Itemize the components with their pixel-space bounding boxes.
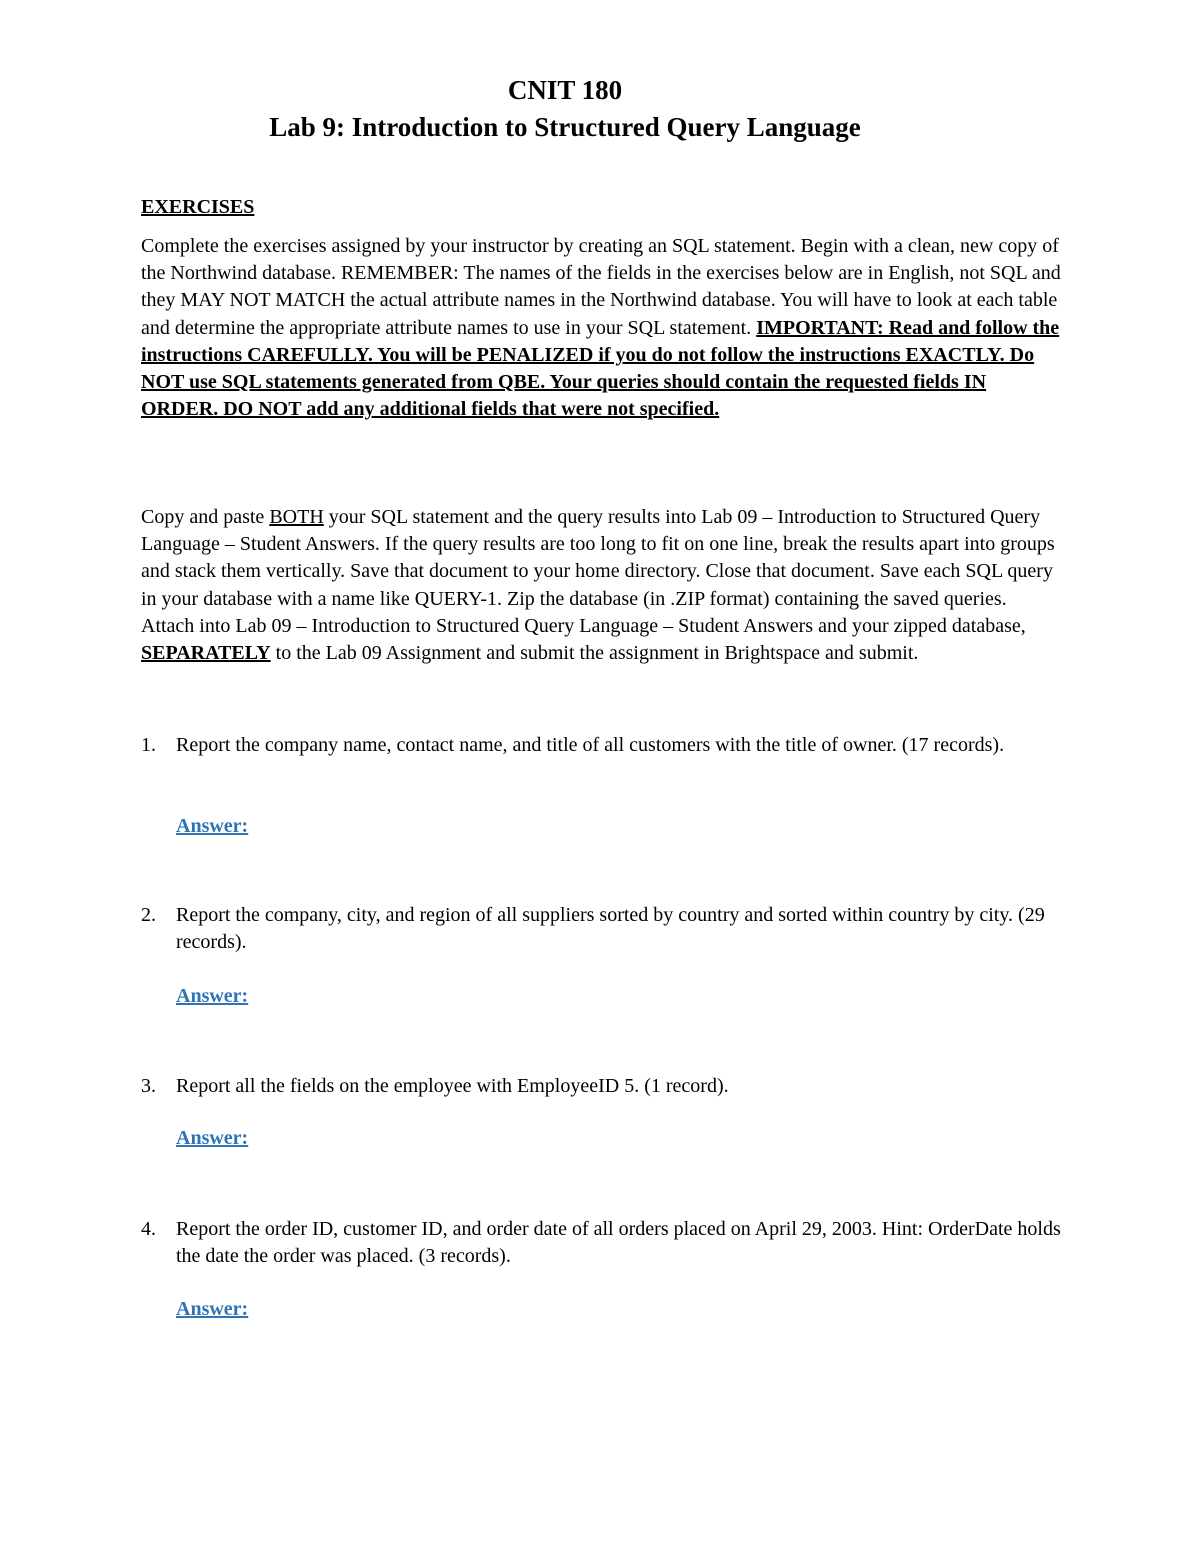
answer-link-4[interactable]: Answer: (176, 1298, 249, 1320)
lab-title: Lab 9: Introduction to Structured Query Language (269, 112, 861, 142)
copy-text-1: Copy and paste (141, 506, 270, 528)
answer-link-3[interactable]: Answer: (176, 1127, 249, 1149)
intro-paragraph (141, 233, 1061, 423)
course-title: CNIT 180 (507, 75, 623, 105)
copy-text-3: to the Lab 09 Assignment and submit the assignment in Brightspace and submit. (270, 642, 919, 665)
both-emphasis: BOTH (269, 506, 324, 528)
answer-link-2[interactable]: Answer: (176, 985, 249, 1007)
question-number: 4. (141, 1218, 156, 1240)
question-text: Report the order ID, customer ID, and order date of all orders placed on April 29, 2003. Hint: OrderDate holds the date the order was placed. (3 records). (176, 1218, 1061, 1268)
question-text: Report the company name, contact name, and title of all customers with the title of owner. (17 records). (176, 734, 1005, 756)
question-number: 3. (141, 1075, 156, 1097)
question-number: 2. (141, 904, 156, 926)
question-number: 1. (141, 734, 156, 756)
copy-instructions-paragraph (141, 504, 1061, 667)
separately-emphasis: SEPARATELY (141, 642, 271, 665)
answer-link-1[interactable]: Answer: (176, 815, 249, 837)
intro-text: Complete the exercises assigned by your instructor by creating an SQL statement. Begin with a clean, new copy of the Northwind database. REMEMBER: The names of the fields in the exercises below are in English, not SQL and they MAY NOT MATCH the actual attribute names in the Northwind database. You will have to look at each table and determine the appropriate attribute names to use in your SQL statement. (141, 235, 1061, 339)
question-text: Report all the fields on the employee with EmployeeID 5. (1 record). (176, 1075, 729, 1097)
title-block (0, 70, 1130, 144)
exercises-heading: EXERCISES (141, 196, 255, 218)
important-notice: IMPORTANT: Read and follow the instructions CAREFULLY. You will be PENALIZED if you do not follow the instructions EXACTLY. Do NOT use SQL statements generated from QBE. Your queries should contain the requested fields IN ORDER. DO NOT add any additional fields that were not specified. (141, 316, 1060, 421)
copy-text-2: your SQL statement and the query results into Lab 09 – Introduction to Structured Query Language – Student Answers. If the query results are too long to fit on one line, break the results apart into groups and stack them vertically. Save that document to your home directory. Close that document. Save each SQL query in your database with a name like QUERY-1. Zip the database (in .ZIP format) containing the saved queries. Attach into Lab 09 – Introduction to Structured Query Language – Student Answers and your zipped database, (141, 506, 1055, 637)
question-text: Report the company, city, and region of all suppliers sorted by country and sorted within country by city. (29 records). (176, 904, 1045, 954)
